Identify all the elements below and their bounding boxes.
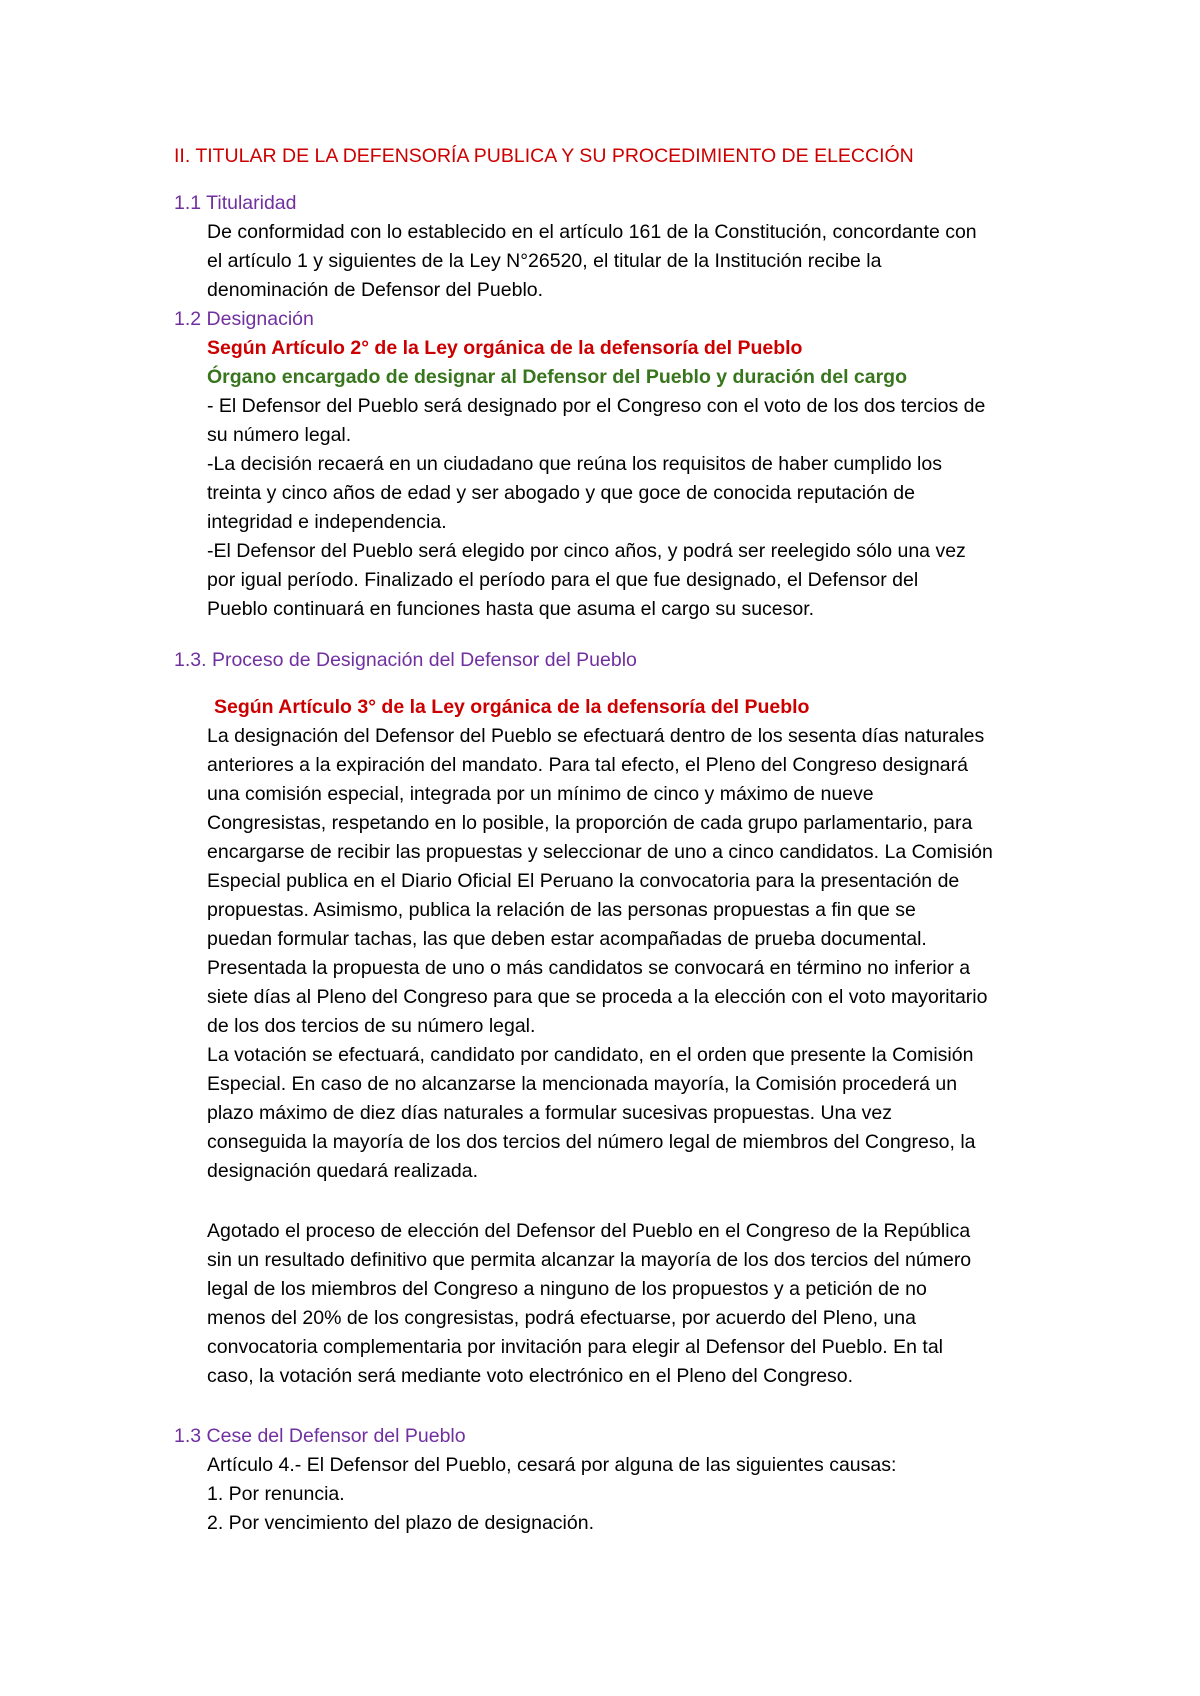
section-heading-designacion: 1.2 Designación [174, 308, 314, 330]
paragraph-line: designación quedará realizada. [207, 1160, 479, 1182]
paragraph-line: encargarse de recibir las propuestas y seleccionar de uno a cinco candidatos. La Comisión [207, 841, 993, 863]
paragraph-line: conseguida la mayoría de los dos tercios del número legal de miembros del Congreso, la [207, 1131, 976, 1153]
paragraph-line: Congresistas, respetando en lo posible, la proporción de cada grupo parlamentario, para [207, 812, 973, 834]
document-title: II. TITULAR DE LA DEFENSORÍA PUBLICA Y SU PROCEDIMIENTO DE ELECCIÓN [174, 145, 914, 167]
paragraph-line: De conformidad con lo establecido en el artículo 161 de la Constitución, concordante con [207, 221, 977, 243]
paragraph-line: Presentada la propuesta de uno o más candidatos se convocará en término no inferior a [207, 957, 971, 979]
paragraph-line: La designación del Defensor del Pueblo se efectuará dentro de los sesenta días naturales [207, 725, 985, 747]
paragraph-line: Pueblo continuará en funciones hasta que asuma el cargo su sucesor. [207, 598, 815, 620]
section-heading-proceso: 1.3. Proceso de Designación del Defensor del Pueblo [174, 649, 637, 671]
article-line: Artículo 4.- El Defensor del Pueblo, cesará por alguna de las siguientes causas: [207, 1454, 897, 1476]
list-item: 2. Por vencimiento del plazo de designación. [207, 1512, 594, 1534]
paragraph-line: caso, la votación será mediante voto electrónico en el Pleno del Congreso. [207, 1365, 854, 1387]
paragraph-line: treinta y cinco años de edad y ser abogado y que goce de conocida reputación de [207, 482, 915, 504]
section-heading-cese: 1.3 Cese del Defensor del Pueblo [174, 1425, 466, 1447]
paragraph-line: -La decisión recaerá en un ciudadano que reúna los requisitos de haber cumplido los [207, 453, 942, 475]
paragraph-line: menos del 20% de los congresistas, podrá efectuarse, por acuerdo del Pleno, una [207, 1307, 916, 1329]
paragraph-line: propuestas. Asimismo, publica la relación de las personas propuestas a fin que se [207, 899, 916, 921]
paragraph-line: el artículo 1 y siguientes de la Ley N°26520, el titular de la Institución recibe la [207, 250, 882, 272]
list-item: 1. Por renuncia. [207, 1483, 345, 1505]
paragraph-line: anteriores a la expiración del mandato. Para tal efecto, el Pleno del Congreso designará [207, 754, 968, 776]
section-heading-titularidad: 1.1 Titularidad [174, 192, 297, 214]
paragraph-line: -El Defensor del Pueblo será elegido por cinco años, y podrá ser reelegido sólo una vez [207, 540, 966, 562]
paragraph-line: integridad e independencia. [207, 511, 447, 533]
article-reference: Según Artículo 2° de la Ley orgánica de la defensoría del Pueblo [207, 337, 803, 359]
paragraph-line: de los dos tercios de su número legal. [207, 1015, 536, 1037]
paragraph-line: Especial. En caso de no alcanzarse la mencionada mayoría, la Comisión procederá un [207, 1073, 958, 1095]
paragraph-line: plazo máximo de diez días naturales a formular sucesivas propuestas. Una vez [207, 1102, 893, 1124]
paragraph-line: Agotado el proceso de elección del Defensor del Pueblo en el Congreso de la República [207, 1220, 971, 1242]
paragraph-line: La votación se efectuará, candidato por candidato, en el orden que presente la Comisión [207, 1044, 974, 1066]
paragraph-line: puedan formular tachas, las que deben estar acompañadas de prueba documental. [207, 928, 927, 950]
paragraph-line: denominación de Defensor del Pueblo. [207, 279, 544, 301]
paragraph-line: convocatoria complementaria por invitación para elegir al Defensor del Pueblo. En tal [207, 1336, 943, 1358]
paragraph-line: su número legal. [207, 424, 352, 446]
paragraph-line: - El Defensor del Pueblo será designado por el Congreso con el voto de los dos tercios de [207, 395, 986, 417]
paragraph-line: legal de los miembros del Congreso a ninguno de los propuestos y a petición de no [207, 1278, 927, 1300]
article-reference: Según Artículo 3° de la Ley orgánica de la defensoría del Pueblo [214, 696, 810, 718]
paragraph-line: por igual período. Finalizado el período para el que fue designado, el Defensor del [207, 569, 919, 591]
paragraph-line: sin un resultado definitivo que permita alcanzar la mayoría de los dos tercios del número [207, 1249, 972, 1271]
paragraph-line: Especial publica en el Diario Oficial El Peruano la convocatoria para la presentación de [207, 870, 960, 892]
subheading-organo: Órgano encargado de designar al Defensor del Pueblo y duración del cargo [207, 366, 908, 388]
paragraph-line: siete días al Pleno del Congreso para que se proceda a la elección con el voto mayoritario [207, 986, 988, 1008]
paragraph-line: una comisión especial, integrada por un mínimo de cinco y máximo de nueve [207, 783, 874, 805]
